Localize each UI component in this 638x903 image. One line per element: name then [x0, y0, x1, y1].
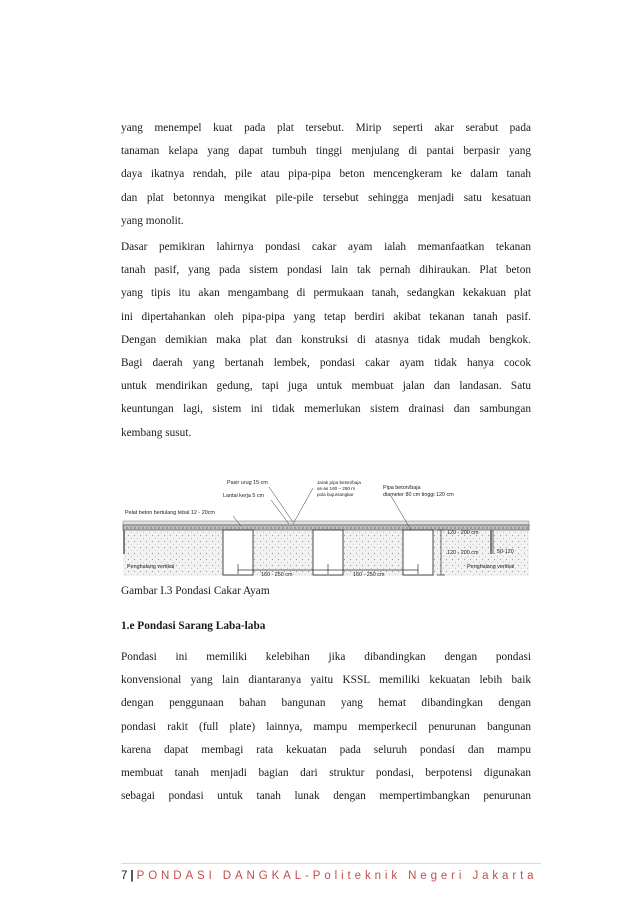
text-line: tanah pasif, yang pada sistem pondasi lain tak pernah dihiraukan. Plat beton	[121, 264, 531, 277]
label-jarak-pipa-2: as-as 160 – 250 m	[317, 486, 356, 491]
text-line: dengan penggunaan bahan bangunan yang hemat dibandingkan dengan	[121, 697, 531, 710]
text-line: karena dapat membagi rata kekuatan pada seluruh pondasi dan mampu	[121, 743, 531, 756]
text-line: Pondasi ini memiliki kelebihan jika dibandingkan dengan pondasi	[121, 651, 531, 663]
text-line: Dengan demikian maka plat dan konstruksi di atasnya tidak mudah bengkok.	[121, 333, 531, 346]
label-depth-2: 120 - 200 cm	[447, 550, 479, 556]
text-line: yang menempel kuat pada plat tersebut. Mirip seperti akar serabut pada	[121, 122, 531, 134]
label-penghalang-kiri: Penghalang vertikal	[127, 564, 175, 570]
text-line: Bagi daerah yang bertanah lembek, pondasi cakar ayam tidak hanya cocok	[121, 356, 531, 369]
text-line: keuntungan lagi, sistem ini tidak memerlukan sistem drainasi dan sambungan	[121, 403, 531, 416]
footer-title: PONDASI DANGKAL-Politeknik Negeri Jakarta	[136, 870, 538, 882]
footer-divider	[121, 863, 541, 864]
label-lantai-kerja: Lantai kerja 5 cm	[223, 493, 265, 499]
figure-cakar-ayam-diagram	[121, 474, 531, 580]
label-spacing-1: 160 - 250 cm	[261, 572, 293, 578]
paragraph-sarang-laba-laba	[121, 646, 531, 808]
page-number: 7	[121, 870, 128, 882]
label-pipa-beton-1: Pipa beton/baja	[383, 485, 421, 491]
text-line: dan plat betonnya mengikat pile-pile tersebut sehingga menjadi satu kesatuan	[121, 191, 531, 204]
text-line: membuat tanah menjadi bagian dari struktur pondasi, berpotensi digunakan	[121, 766, 531, 779]
label-depth-1: 120 - 200 cm	[447, 530, 479, 536]
label-pipa-beton-2: diameter 80 cm tinggi 120 cm	[383, 492, 454, 498]
label-depth-3: 50-120	[497, 549, 514, 555]
paragraph-cakar-ayam-intro	[121, 117, 531, 233]
label-penghalang-kanan: Penghalang vertikal	[467, 564, 515, 570]
label-jarak-pipa-3: pola bujursangkar	[317, 492, 354, 497]
section-heading: 1.e Pondasi Sarang Laba-laba	[121, 620, 266, 632]
text-line: konvensional yang lain diantaranya yaitu KSSL memiliki kekuatan lebih baik	[121, 674, 531, 687]
text-line: yang tipis itu akan mengambang di permukaan tanah, sedangkan kekakuan plat	[121, 287, 531, 300]
cakar-ayam-cross-section	[121, 474, 531, 580]
label-pelat-beton: Pelat beton bertulang tebal 12 - 20cm	[125, 510, 215, 516]
text-line: daya ikatnya rendah, pile atau pipa-pipa beton mencengkeram ke dalam tanah	[121, 168, 531, 181]
figure-caption: Gambar I.3 Pondasi Cakar Ayam	[121, 585, 270, 597]
text-line: ini dipertahankan oleh pipa-pipa yang tetap berdiri akibat tekanan tanah pasif.	[121, 310, 531, 323]
text-line: pondasi rakit (full plate) lainnya, mampu memperkecil penurunan bangunan	[121, 720, 531, 733]
label-jarak-pipa-1: Jarak pipa beton/baja	[317, 480, 361, 485]
page-footer	[121, 870, 537, 882]
text-line: sebagai pondasi untuk tanah lunak dengan mempertimbangkan penurunan	[121, 790, 531, 803]
label-pasir-urug: Pasir urug 15 cm	[227, 480, 268, 486]
text-line: yang monolit.	[121, 214, 184, 227]
footer-separator: |	[130, 870, 134, 882]
text-line: kembang susut.	[121, 426, 192, 439]
sand-layer	[123, 521, 529, 525]
text-line: tanaman kelapa yang dapat tumbuh tinggi menjulang di pantai berpasir yang	[121, 145, 531, 158]
text-line: untuk mendirikan gedung, tapi juga untuk membuat jalan dan landasan. Satu	[121, 380, 531, 393]
text-line: Dasar pemikiran lahirnya pondasi cakar ayam ialah memanfaatkan tekanan	[121, 241, 531, 253]
paragraph-cakar-ayam-concept	[121, 236, 531, 445]
label-spacing-2: 160 - 250 cm	[353, 572, 385, 578]
